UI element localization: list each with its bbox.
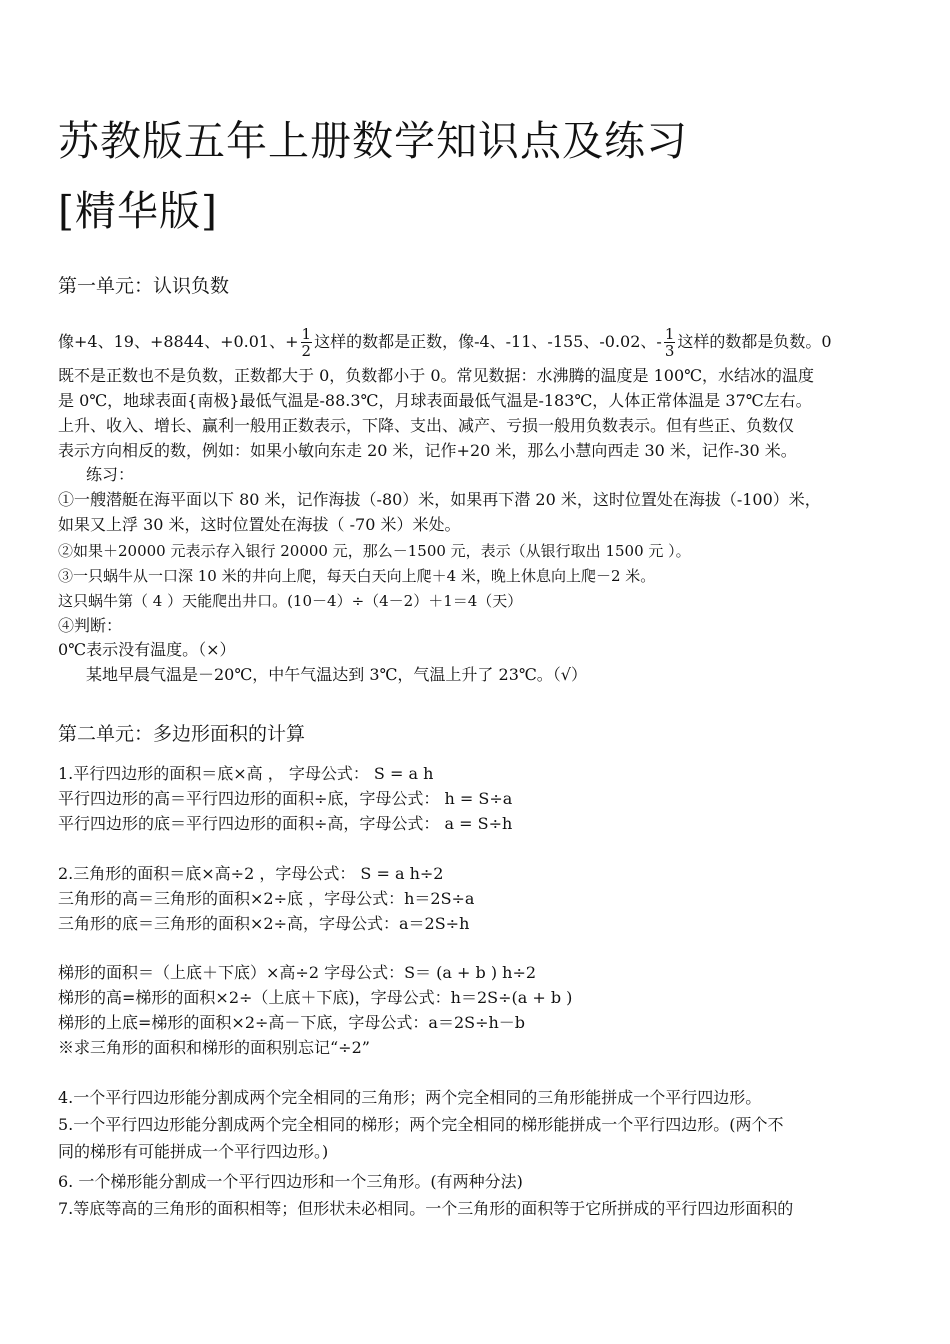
fraction2-denominator: 3 bbox=[664, 342, 675, 360]
formula-triangle-area: 2.三角形的面积＝底×高÷2 ，字母公式： S = a h÷2 bbox=[58, 864, 444, 883]
formula-parallelogram-area: 1.平行四边形的面积＝底×高 ， 字母公式： S = a h bbox=[58, 764, 434, 783]
question2: ②如果＋20000 元表示存入银行 20000 元，那么－1500 元，表示（从银行取出 1500 元 ）。 bbox=[58, 542, 691, 560]
formula-triangle-base: 三角形的底＝三角形的面积×2÷高，字母公式：a＝2S÷h bbox=[58, 914, 470, 933]
exercise-label: 练习： bbox=[86, 465, 135, 484]
formula-triangle-height: 三角形的高＝三角形的面积×2÷底 ，字母公式：h＝2S÷a bbox=[58, 889, 475, 908]
unit1-paragraph-line3: 是 0℃，地球表面{南极}最低气温是-88.3℃，月球表面最低气温是-183℃，人体正常体温是 37℃左右。 bbox=[58, 391, 812, 410]
unit1-paragraph-line4: 上升、收入、增长、赢利一般用正数表示，下降、支出、减产、亏损一般用负数表示。但有些正、负数仅 bbox=[58, 416, 795, 435]
judgement-2: 某地早晨气温是－20℃，中午气温达到 3℃，气温上升了 23℃。（√） bbox=[86, 665, 587, 684]
question3-line2: 这只蜗牛第（ 4 ）天能爬出井口。(10－4）÷（4－2）＋1＝4（天） bbox=[58, 592, 523, 610]
unit1-p1-part-c: 这样的数都是负数。0 bbox=[677, 332, 832, 351]
question3-line1: ③一只蜗牛从一口深 10 米的井向上爬，每天白天向上爬＋4 米，晚上休息向上爬－2 米。 bbox=[58, 567, 656, 585]
formula-trapezoid-height: 梯形的高=梯形的面积×2÷（上底＋下底)，字母公式：h＝2S÷(a + b ) bbox=[58, 988, 573, 1007]
fraction2-numerator: 1 bbox=[664, 325, 675, 343]
formula-trapezoid-top-base: 梯形的上底=梯形的面积×2÷高－下底，字母公式：a＝2S÷h－b bbox=[58, 1013, 526, 1032]
statement-6: 6. 一个梯形能分割成一个平行四边形和一个三角形。(有两种分法) bbox=[58, 1172, 523, 1191]
fraction1-numerator: 1 bbox=[301, 325, 312, 343]
unit1-paragraph-line5: 表示方向相反的数，例如：如果小敏向东走 20 米，记作+20 米，那么小慧向西走 30 米，记作-30 米。 bbox=[58, 441, 797, 460]
unit1-heading: 第一单元：认识负数 bbox=[58, 275, 230, 297]
fraction1-denominator: 2 bbox=[301, 342, 312, 360]
question1-line1: ①一艘潜艇在海平面以下 80 米，记作海拔（-80）米，如果再下潜 20 米，这时位置处在海拔（-100）米， bbox=[58, 490, 821, 509]
reminder-note: ※求三角形的面积和梯形的面积别忘记“÷2” bbox=[58, 1038, 370, 1057]
document-subtitle: [精华版] bbox=[58, 187, 218, 235]
document-title: 苏教版五年上册数学知识点及练习 bbox=[58, 117, 688, 165]
unit1-p1-part-b: 这样的数都是正数，像-4、-11、-155、-0.02、- bbox=[314, 332, 662, 351]
statement-4: 4.一个平行四边形能分割成两个完全相同的三角形；两个完全相同的三角形能拼成一个平行四边形。 bbox=[58, 1088, 762, 1107]
question1-line2: 如果又上浮 30 米，这时位置处在海拔（ -70 米）米处。 bbox=[58, 515, 461, 534]
formula-parallelogram-height: 平行四边形的高＝平行四边形的面积÷底，字母公式： h = S÷a bbox=[58, 789, 513, 808]
fraction-one-third bbox=[664, 326, 676, 359]
formula-parallelogram-base: 平行四边形的底＝平行四边形的面积÷高，字母公式： a = S÷h bbox=[58, 814, 513, 833]
question4-label: ④判断： bbox=[58, 616, 123, 635]
unit1-p1-part-a: 像+4、19、+8844、+0.01、+ bbox=[58, 332, 299, 351]
statement-5-line1: 5.一个平行四边形能分割成两个完全相同的梯形；两个完全相同的梯形能拼成一个平行四边形。(两个不 bbox=[58, 1115, 784, 1134]
unit1-paragraph-line1 bbox=[58, 326, 832, 359]
fraction-one-half bbox=[301, 326, 313, 359]
unit1-paragraph-line2: 既不是正数也不是负数，正数都大于 0，负数都小于 0。常见数据：水沸腾的温度是 100℃，水结冰的温度 bbox=[58, 366, 815, 385]
statement-7: 7.等底等高的三角形的面积相等；但形状未必相同。一个三角形的面积等于它所拼成的平行四边形面积的 bbox=[58, 1199, 794, 1218]
judgement-1: 0℃表示没有温度。（×） bbox=[58, 640, 236, 659]
unit2-heading: 第二单元：多边形面积的计算 bbox=[58, 723, 306, 745]
formula-trapezoid-area: 梯形的面积＝（上底＋下底）×高÷2 字母公式：S＝ (a + b ) h÷2 bbox=[58, 963, 537, 982]
statement-5-line2: 同的梯形有可能拼成一个平行四边形。) bbox=[58, 1142, 329, 1161]
